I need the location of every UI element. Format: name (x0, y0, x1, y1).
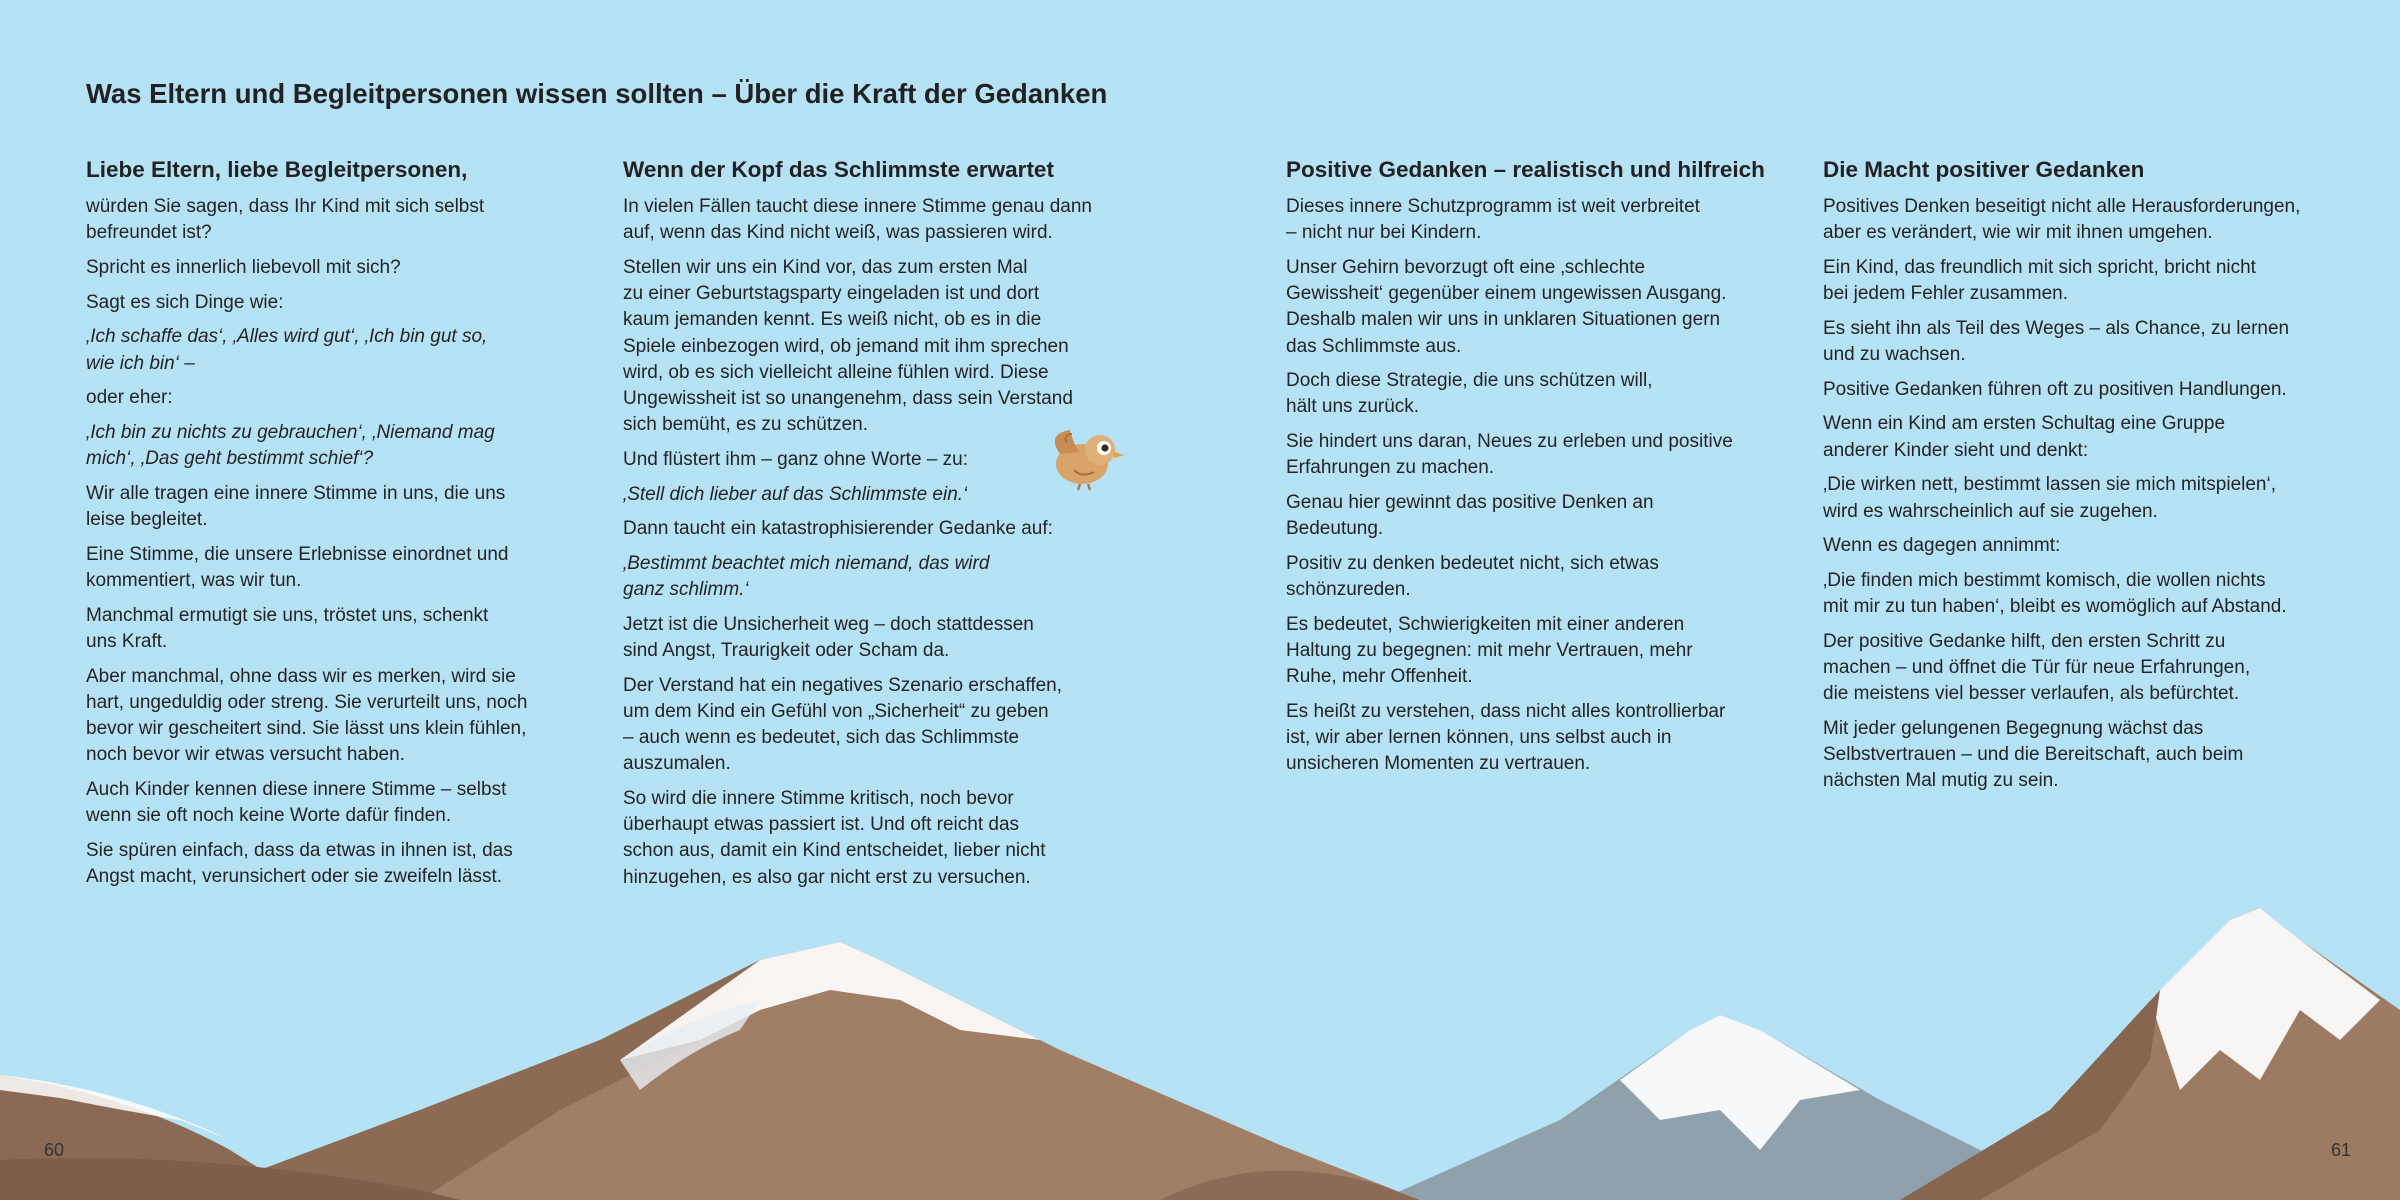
paragraph: ‚Die finden mich bestimmt komisch, die wollen nichts mit mir zu tun haben‘, bleibt es womöglich auf Abstand. (1823, 569, 2287, 618)
paragraph: Sagt es sich Dinge wie: (86, 291, 284, 313)
paragraph: oder eher: (86, 387, 173, 409)
paragraph: Wenn ein Kind am ersten Schultag eine Gruppe anderer Kinder sieht und denkt: (1823, 413, 2226, 461)
paragraph: So wird die innere Stimme kritisch, noch bevor überhaupt etwas passiert ist. Und oft reicht das schon aus, damit ein Kind entscheidet, lieber nicht hinzugehen, es also gar nicht erst zu versuchen. (623, 788, 1046, 888)
paragraph: Unser Gehirn bevorzugt oft eine ‚schlechte Gewissheit‘ gegenüber einem ungewissen Ausgang. Deshalb malen wir uns in unklaren Situationen gern das Schlimmste aus. (1286, 256, 1727, 357)
paragraph: ‚Stell dich lieber auf das Schlimmste ein.‘ (623, 483, 968, 505)
paragraph: In vielen Fällen taucht diese innere Stimme genau dann auf, wenn das Kind nicht weiß, was passieren wird. (623, 196, 1092, 244)
paragraph: Positiv zu denken bedeutet nicht, sich etwas schönzureden. (1286, 552, 1659, 601)
paragraph: Jetzt ist die Unsicherheit weg – doch stattdessen sind Angst, Traurigkeit oder Scham da. (623, 613, 1034, 662)
paragraph: ‚Die wirken nett, bestimmt lassen sie mich mitspielen‘, wird es wahrscheinlich auf sie zugehen. (1823, 474, 2276, 522)
paragraph: Der Verstand hat ein negatives Szenario erschaffen, um dem Kind ein Gefühl von „Sicherheit“ zu geben – auch wenn es bedeutet, sich das Schlimmste auszumalen. (623, 674, 1063, 775)
paragraph: ‚Ich bin zu nichts zu gebrauchen‘, ‚Niemand mag mich‘, ‚Das geht bestimmt schief‘? (86, 421, 495, 470)
paragraph: Der positive Gedanke hilft, den ersten Schritt zu machen – und öffnet die Tür für neue Erfahrungen, die meistens viel besser verlaufen, als befürchtet. (1823, 630, 2251, 705)
paragraph: Stellen wir uns ein Kind vor, das zum ersten Mal zu einer Geburtstagsparty eingeladen ist und dort kaum jemanden kennt. Es weiß nicht, ob es in die Spiele einbezogen wird, ob jemand mit ihm sprechen wird, ob es sich vielleicht alleine fühlen wird. Diese Ungewissheit ist so unangenehm, dass sein Verstand sich bemüht, es zu schützen. (623, 256, 1073, 436)
paragraph: Wir alle tragen eine innere Stimme in uns, die uns leise begleitet. (86, 482, 506, 531)
column-heading: Die Macht positiver Gedanken (1823, 157, 2145, 182)
paragraph: Positive Gedanken führen oft zu positiven Handlungen. (1823, 378, 2287, 400)
column-heading: Liebe Eltern, liebe Begleitpersonen, (86, 157, 468, 182)
paragraph: Sie hindert uns daran, Neues zu erleben und positive Erfahrungen zu machen. (1286, 431, 1733, 479)
page-number-right: 61 (2331, 1140, 2352, 1160)
paragraph: würden Sie sagen, dass Ihr Kind mit sich selbst befreundet ist? (86, 196, 485, 244)
paragraph: Es heißt zu verstehen, dass nicht alles kontrollierbar ist, wir aber lernen können, uns selbst auch in unsicheren Momenten zu vertrauen. (1286, 700, 1726, 775)
paragraph: Eine Stimme, die unsere Erlebnisse einordnet und kommentiert, was wir tun. (86, 543, 509, 591)
paragraph: ‚Ich schaffe das‘, ‚Alles wird gut‘, ‚Ich bin gut so, wie ich bin‘ – (86, 326, 488, 374)
paragraph: Dieses innere Schutzprogramm ist weit verbreitet – nicht nur bei Kindern. (1286, 196, 1700, 244)
paragraph: Positives Denken beseitigt nicht alle Herausforderungen, aber es verändert, wie wir mit ihnen umgehen. (1823, 196, 2301, 244)
paragraph: Es sieht ihn als Teil des Weges – als Chance, zu lernen und zu wachsen. (1823, 317, 2290, 366)
paragraph: Sie spüren einfach, dass da etwas in ihnen ist, das Angst macht, verunsichert oder sie zweifeln lässt. (86, 839, 513, 887)
paragraph: Aber manchmal, ohne dass wir es merken, wird sie hart, ungeduldig oder streng. Sie verurteilt uns, noch bevor wir gescheitert sind. Sie lässt uns klein fühlen, noch bevor wir etwas versucht haben. (86, 665, 528, 766)
paragraph: Und flüstert ihm – ganz ohne Worte – zu: (623, 448, 968, 470)
paragraph: Wenn es dagegen annimmt: (1823, 535, 2061, 557)
paragraph: ‚Bestimmt beachtet mich niemand, das wird ganz schlimm.‘ (623, 552, 990, 601)
paragraph: Doch diese Strategie, die uns schützen will, hält uns zurück. (1286, 370, 1653, 418)
paragraph: Manchmal ermutigt sie uns, tröstet uns, schenkt uns Kraft. (86, 604, 489, 652)
paragraph: Es bedeutet, Schwierigkeiten mit einer anderen Haltung zu begegnen: mit mehr Vertrauen, mehr Ruhe, mehr Offenheit. (1286, 613, 1693, 688)
paragraph: Mit jeder gelungenen Begegnung wächst das Selbstvertrauen – und die Bereitschaft, auch beim nächsten Mal mutig zu sein. (1823, 717, 2244, 792)
column-heading: Wenn der Kopf das Schlimmste erwartet (623, 157, 1054, 182)
paragraph: Genau hier gewinnt das positive Denken an Bedeutung. (1286, 492, 1654, 540)
page-number-left: 60 (44, 1140, 65, 1160)
bird-icon (1040, 420, 1130, 492)
paragraph: Dann taucht ein katastrophisierender Gedanke auf: (623, 518, 1053, 540)
paragraph: Spricht es innerlich liebevoll mit sich? (86, 256, 401, 278)
page-title: Was Eltern und Begleitpersonen wissen sollten – Über die Kraft der Gedanken (86, 78, 1108, 109)
paragraph: Auch Kinder kennen diese innere Stimme – selbst wenn sie oft noch keine Worte dafür finden. (86, 778, 507, 827)
paragraph: Ein Kind, das freundlich mit sich spricht, bricht nicht bei jedem Fehler zusammen. (1823, 256, 2256, 305)
column-heading: Positive Gedanken – realistisch und hilfreich (1286, 157, 1765, 182)
